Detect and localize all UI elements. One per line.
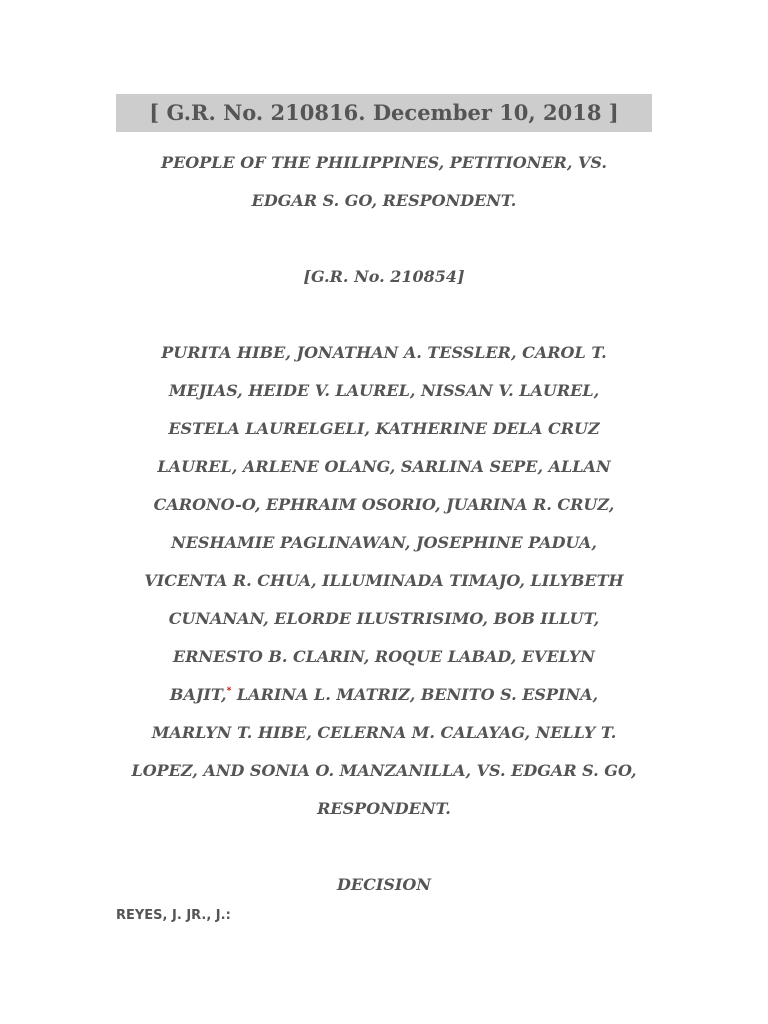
footnote-link[interactable]: * [226, 686, 232, 697]
caption-line: RESPONDENT. [317, 799, 451, 818]
ponente-line: REYES, J. JR., J.: [116, 908, 231, 923]
caption-line: ERNESTO B. CLARIN, ROQUE LABAD, EVELYN [173, 647, 595, 666]
caption-text: LARINA L. MATRIZ, BENITO S. ESPINA, [231, 685, 599, 704]
caption-text: BAJIT, [169, 685, 227, 704]
caption-line: LOPEZ, AND SONIA O. MANZANILLA, VS. EDGAR S. GO, [131, 761, 637, 780]
caption-line: VICENTA R. CHUA, ILLUMINADA TIMAJO, LILYBETH [144, 571, 624, 590]
caption-line: CARONO-O, EPHRAIM OSORIO, JUARINA R. CRUZ, [153, 495, 615, 514]
caption-line: ESTELA LAURELGELI, KATHERINE DELA CRUZ [168, 419, 600, 438]
caption-line: NESHAMIE PAGLINAWAN, JOSEPHINE PADUA, [171, 533, 597, 552]
consolidated-case-number [116, 258, 652, 296]
case-caption-first [116, 144, 652, 220]
case-number-header: [ G.R. No. 210816. December 10, 2018 ] [116, 94, 652, 132]
caption-line: EDGAR S. GO, RESPONDENT. [251, 191, 517, 210]
case-caption-second [116, 334, 652, 828]
caption-line: LAUREL, ARLENE OLANG, SARLINA SEPE, ALLAN [157, 457, 611, 476]
consolidated-case-label: [G.R. No. 210854] [303, 267, 465, 286]
caption-line: MEJIAS, HEIDE V. LAUREL, NISSAN V. LAUREL, [168, 381, 600, 400]
caption-line: PEOPLE OF THE PHILIPPINES, PETITIONER, VS. [161, 153, 607, 172]
caption-line: CUNANAN, ELORDE ILUSTRISIMO, BOB ILLUT, [168, 609, 600, 628]
decision-title: DECISION [337, 875, 431, 894]
decision-page [116, 94, 652, 923]
caption-line: PURITA HIBE, JONATHAN A. TESSLER, CAROL T. [161, 343, 607, 362]
decision-heading [116, 866, 652, 904]
caption-line: MARLYN T. HIBE, CELERNA M. CALAYAG, NELLY T. [151, 723, 617, 742]
caption-line-with-footnote [116, 676, 652, 714]
